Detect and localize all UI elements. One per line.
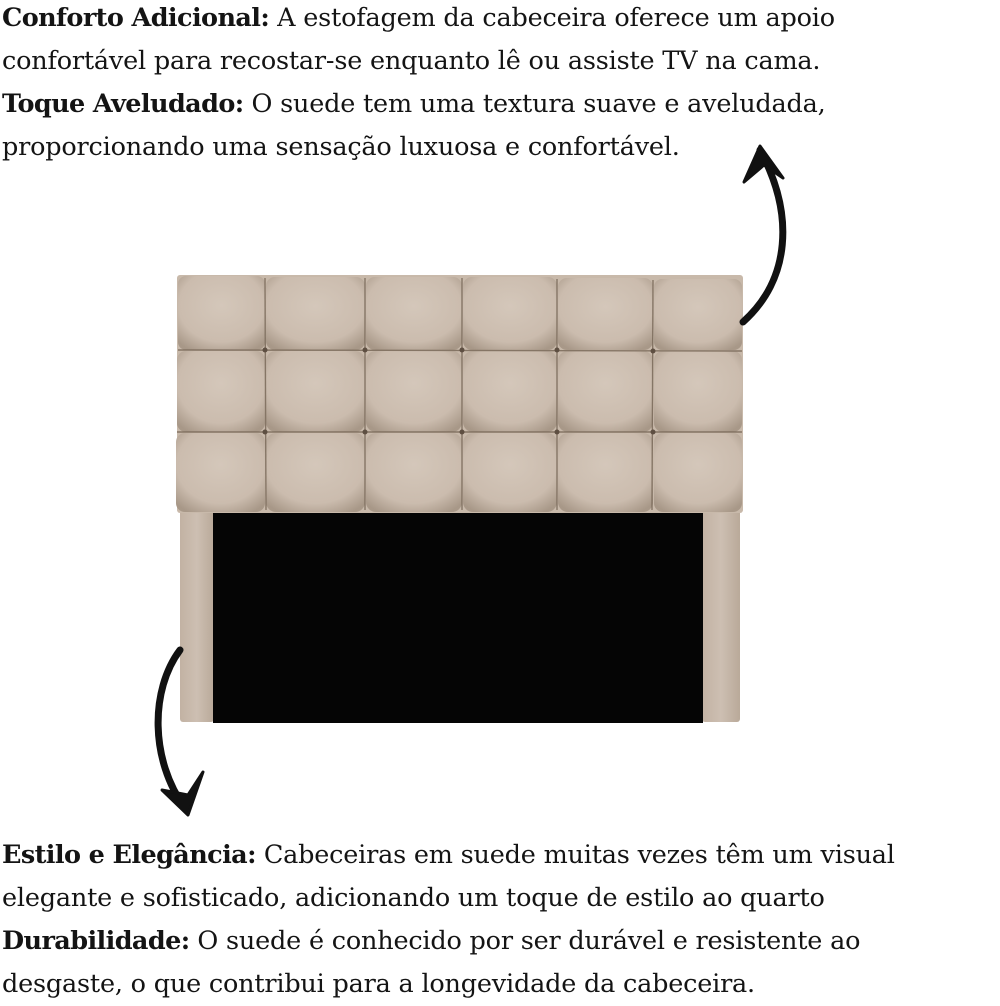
feature-line — [2, 920, 895, 963]
feature-line — [2, 834, 895, 877]
feature-desc: O suede tem uma textura suave e aveludada, — [243, 89, 826, 119]
left-side-frame — [180, 508, 214, 722]
feature-label-estilo: Estilo e Elegância: — [2, 840, 256, 870]
feature-label-conforto: Conforto Adicional: — [2, 3, 270, 33]
tufted-cushions — [176, 276, 742, 512]
feature-desc: Cabeceiras em suede muitas vezes têm um visual — [255, 840, 895, 870]
feature-desc: O suede é conhecido por ser durável e resistente ao — [189, 926, 861, 956]
feature-desc: A estofagem da cabeceira oferece um apoio — [269, 3, 835, 33]
feature-line: elegante e sofisticado, adicionando um toque de estilo ao quarto — [2, 883, 825, 913]
feature-label-durabilidade: Durabilidade: — [2, 926, 190, 956]
back-panel — [213, 508, 703, 723]
feature-line: confortável para recostar-se enquanto lê ou assiste TV na cama. — [2, 46, 821, 76]
feature-line: proporcionando uma sensação luxuosa e confortável. — [2, 132, 680, 162]
bottom-feature-text — [2, 834, 895, 1006]
feature-label-toque: Toque Aveludado: — [2, 89, 244, 119]
right-side-frame — [702, 508, 740, 722]
feature-line: desgaste, o que contribui para a longevidade da cabeceira. — [2, 969, 755, 999]
